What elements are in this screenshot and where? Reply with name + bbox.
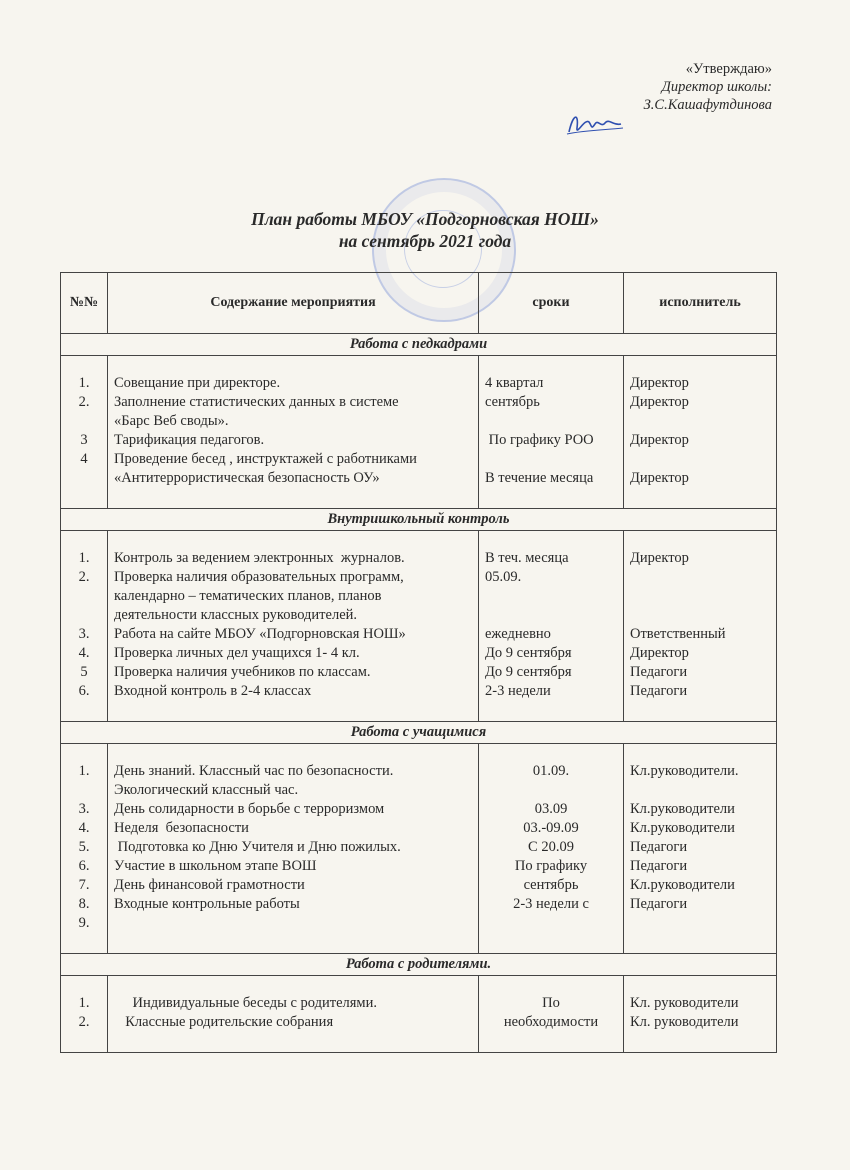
executor-line	[630, 412, 770, 431]
executor-line: Педагоги	[630, 896, 688, 912]
section-title: Внутришкольный контроль	[61, 509, 777, 531]
number-cell	[61, 976, 108, 1053]
dates-line	[485, 914, 617, 933]
number-line: 2.	[78, 569, 90, 585]
content-cell	[108, 356, 479, 509]
dates-line: В течение месяца	[485, 470, 594, 486]
dates-line	[485, 781, 617, 800]
section-body-row	[61, 744, 777, 954]
number-line: 1.	[78, 375, 90, 391]
executor-cell	[624, 531, 777, 722]
executor-line	[630, 781, 770, 800]
number-line: 4.	[78, 820, 90, 836]
section-header-row	[61, 334, 777, 356]
executor-line: Педагоги	[630, 683, 688, 699]
content-line: Экологический классный час.	[114, 782, 299, 798]
content-line: Подготовка ко Дню Учителя и Дню пожилых.	[114, 839, 401, 855]
content-line: Работа на сайте МБОУ «Подгорновская НОШ»	[114, 626, 406, 642]
dates-line: сентябрь	[485, 394, 540, 410]
number-line: 7.	[78, 877, 90, 893]
number-line: 1.	[78, 995, 90, 1011]
approval-name: З.С.Кашафутдинова	[643, 97, 772, 113]
title-line-1: План работы МБОУ «Подгорновская НОШ»	[251, 209, 599, 229]
section-title: Работа с учащимися	[61, 722, 777, 744]
dates-line: До 9 сентября	[485, 645, 572, 661]
content-line: Участие в школьном этапе ВОШ	[114, 858, 317, 874]
section-body-row	[61, 531, 777, 722]
content-line: Входной контроль в 2-4 классах	[114, 683, 312, 699]
signature-image	[565, 108, 625, 140]
content-line: календарно – тематических планов, планов	[114, 588, 382, 604]
content-line: Заполнение статистических данных в системе	[114, 394, 399, 410]
executor-line: Директор	[630, 432, 689, 448]
dates-line: По	[542, 995, 560, 1011]
number-cell	[61, 356, 108, 509]
content-line: День солидарности в борьбе с терроризмом	[114, 801, 385, 817]
number-line: 4	[80, 451, 88, 467]
executor-line: Директор	[630, 375, 689, 391]
document-title	[0, 208, 850, 252]
executor-line: Кл. руководители	[630, 995, 739, 1011]
executor-line: Кл.руководители.	[630, 763, 739, 779]
content-line: Проверка наличия образовательных программ,	[114, 569, 404, 585]
content-line: День знаний. Классный час по безопасности.	[114, 763, 394, 779]
number-line: 6.	[78, 858, 90, 874]
content-line: Неделя безопасности	[114, 820, 249, 836]
content-line: «Барс Веб своды».	[114, 413, 229, 429]
dates-cell	[479, 356, 624, 509]
dates-line: 2-3 недели	[485, 683, 551, 699]
dates-line: необходимости	[503, 1014, 599, 1030]
executor-line: Директор	[630, 394, 689, 410]
executor-line	[630, 450, 770, 469]
dates-line: 05.09.	[485, 569, 522, 585]
section-title: Работа с родителями.	[61, 954, 777, 976]
number-cell	[61, 531, 108, 722]
executor-line: Ответственный	[630, 626, 726, 642]
dates-line: 2-3 недели с	[513, 896, 589, 912]
dates-line: В теч. месяца	[485, 550, 569, 566]
number-line: 3	[80, 432, 88, 448]
executor-line: Директор	[630, 645, 689, 661]
content-line: Совещание при директоре.	[114, 375, 281, 391]
number-line: 6.	[78, 683, 90, 699]
dates-cell	[479, 531, 624, 722]
title-line-2: на сентябрь 2021 года	[338, 231, 512, 251]
section-title: Работа с педкадрами	[61, 334, 777, 356]
dates-line: ежедневно	[485, 626, 551, 642]
content-line: Контроль за ведением электронных журналов.	[114, 550, 405, 566]
executor-line	[630, 914, 770, 933]
dates-line: По графику РОО	[485, 432, 594, 448]
section-header-row	[61, 722, 777, 744]
section-header-row	[61, 509, 777, 531]
approval-block	[644, 60, 772, 114]
number-line: 1.	[78, 763, 90, 779]
dates-cell	[479, 976, 624, 1053]
content-cell	[108, 744, 479, 954]
content-line: деятельности классных руководителей.	[114, 607, 358, 623]
executor-line	[630, 587, 770, 606]
executor-line: Кл. руководители	[630, 1014, 739, 1030]
number-line	[67, 469, 101, 488]
dates-line	[485, 412, 617, 431]
executor-line: Педагоги	[630, 858, 688, 874]
number-line: 2.	[78, 1014, 90, 1030]
executor-line: Кл.руководители	[630, 877, 735, 893]
number-line: 3.	[78, 626, 90, 642]
content-line: Проверка наличия учебников по классам.	[114, 664, 371, 680]
number-line: 5.	[78, 839, 90, 855]
executor-line	[630, 606, 770, 625]
content-line: Входные контрольные работы	[114, 896, 300, 912]
dates-line: С 20.09	[528, 839, 574, 855]
content-line: «Антитеррористическая безопасность ОУ»	[114, 470, 380, 486]
header-content: Содержание мероприятия	[108, 273, 479, 334]
approval-position: Директор школы:	[661, 79, 772, 95]
dates-line: 01.09.	[532, 763, 570, 779]
section-body-row	[61, 976, 777, 1053]
section-header-row	[61, 954, 777, 976]
executor-line: Кл.руководители	[630, 820, 735, 836]
dates-line: До 9 сентября	[485, 664, 572, 680]
content-line: Проверка личных дел учащихся 1- 4 кл.	[114, 645, 360, 661]
number-line: 5	[80, 664, 88, 680]
number-line	[67, 606, 101, 625]
number-cell	[61, 744, 108, 954]
executor-line: Кл.руководители	[630, 801, 735, 817]
dates-line: По графику	[514, 858, 588, 874]
dates-line	[485, 587, 617, 606]
content-line	[114, 914, 472, 933]
dates-cell	[479, 744, 624, 954]
number-line: 1.	[78, 550, 90, 566]
number-line: 4.	[78, 645, 90, 661]
table-header-row	[61, 273, 777, 334]
approval-heading: «Утверждаю»	[685, 61, 772, 77]
header-dates: сроки	[479, 273, 624, 334]
content-cell	[108, 976, 479, 1053]
dates-line: 4 квартал	[485, 375, 544, 391]
number-line: 3.	[78, 801, 90, 817]
content-line: Тарификация педагогов.	[114, 432, 265, 448]
content-line: Классные родительские собрания	[118, 1014, 334, 1030]
plan-table	[60, 272, 777, 1053]
number-line	[67, 412, 101, 431]
header-executor: исполнитель	[624, 273, 777, 334]
executor-line: Педагоги	[630, 839, 688, 855]
executor-line	[630, 568, 770, 587]
dates-line	[485, 450, 617, 469]
executor-line: Директор	[630, 470, 689, 486]
dates-line: 03.-09.09	[523, 820, 579, 836]
content-line: Индивидуальные беседы с родителями.	[118, 995, 377, 1011]
content-cell	[108, 531, 479, 722]
dates-line: 03.09	[534, 801, 568, 817]
executor-cell	[624, 744, 777, 954]
number-line: 2.	[78, 394, 90, 410]
number-line: 8.	[78, 896, 90, 912]
number-line	[67, 781, 101, 800]
number-line	[67, 587, 101, 606]
section-body-row	[61, 356, 777, 509]
executor-line: Педагоги	[630, 664, 688, 680]
dates-line	[485, 606, 617, 625]
executor-line: Директор	[630, 550, 689, 566]
executor-cell	[624, 976, 777, 1053]
number-line: 9.	[78, 915, 90, 931]
content-line: Проведение бесед , инструктажей с работниками	[114, 451, 417, 467]
content-line: День финансовой грамотности	[114, 877, 305, 893]
executor-cell	[624, 356, 777, 509]
header-number: №№	[61, 273, 108, 334]
dates-line: сентябрь	[523, 877, 579, 893]
